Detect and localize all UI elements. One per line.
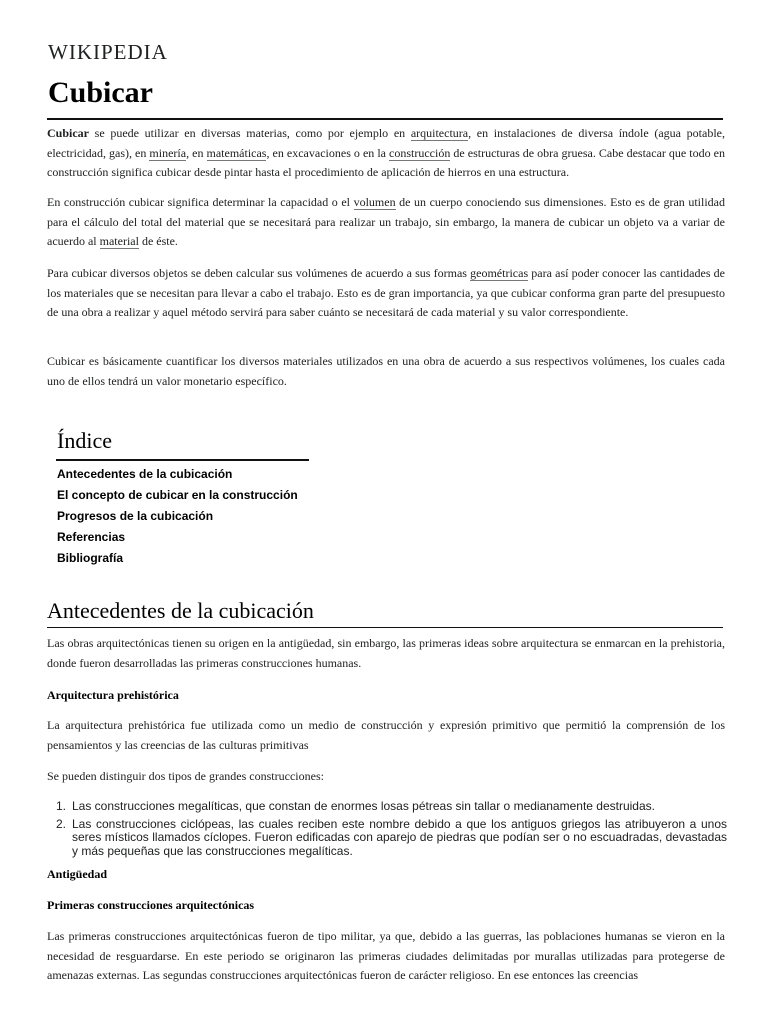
paragraph-text: Cubicar es básicamente cuantificar los diversos materiales utilizados en una obra de acuerdo a sus respectivos volúmenes, los cuales cada uno de ellos tendrá un valor monetario específico. (47, 354, 725, 388)
construction-types-list (56, 799, 727, 862)
section-divider (47, 627, 723, 628)
section-paragraph-3: Se pueden distinguir dos tipos de grandes construcciones: (47, 769, 324, 783)
article-term: Cubicar (47, 126, 89, 140)
paragraph-text: , en (186, 145, 207, 160)
section-paragraph-2: La arquitectura prehistórica fue utilizada como un medio de construcción y expresión primitivo que permitió la comprensión de los pensamientos y las creencias de las culturas primitivas (47, 718, 725, 752)
page-title: Cubicar (48, 76, 153, 109)
list-item-number: 1. (56, 799, 67, 813)
wikipedia-wordmark[interactable]: WIKIPEDIA (48, 40, 168, 64)
subheading-arquitectura-prehistorica: Arquitectura prehistórica (47, 688, 179, 702)
section-heading-antecedentes: Antecedentes de la cubicación (47, 598, 314, 623)
intro-paragraph-3 (47, 264, 725, 323)
list-item-text: Las construcciones megalíticas, que constan de enormes losas pétreas sin tallar o medianamente destruidas. (72, 799, 655, 813)
subheading-primeras-construcciones: Primeras construcciones arquitectónicas (47, 898, 255, 912)
inline-link[interactable]: geométricas (470, 266, 529, 280)
list-item-number: 2. (56, 816, 67, 831)
paragraph-text: , en excavaciones o en la (266, 145, 390, 160)
inline-link[interactable]: matemáticas (206, 145, 267, 160)
toc-divider (56, 459, 309, 461)
section-paragraph-1: Las obras arquitectónicas tienen su origen en la antigüedad, sin embargo, las primeras ideas sobre arquitectura se enmarcan en la prehistoria, donde fueron desarrolladas las primeras construcciones humanas. (47, 636, 725, 670)
inline-link[interactable]: material (99, 234, 139, 248)
inline-link[interactable]: volumen (353, 195, 396, 209)
toc-item-progresos[interactable]: Progresos de la cubicación (57, 509, 214, 523)
section-paragraph-4: Las primeras construcciones arquitectónicas fueron de tipo militar, ya que, debido a las guerras, las poblaciones humanas se vieron en la necesidad de resguardarse. En este periodo se originaron las primeras ciudades delimitadas por murallas utilizadas para protegerse de amenazas externas. Las segundas construcciones arquitectónicas fueron de carácter religioso. En ese entonces las creencias (47, 929, 725, 982)
toc-item-concepto[interactable]: El concepto de cubicar en la construcción (57, 488, 298, 502)
table-of-contents (57, 464, 298, 569)
paragraph-text: de un cuerpo conociendo sus dimensiones. Esto es de gran utilidad para el cálculo del total del material que se necesitará para realizar un trabajo, sin embargo, la manera de cubicar un objeto va a variar de acuerdo al (47, 195, 726, 248)
intro-paragraph-4 (47, 352, 725, 391)
list-item-text: Las construcciones ciclópeas, las cuales reciben este nombre debido a que los antiguos griegos las atribuyeron a unos seres místicos llamados cíclopes. Fueron edificadas con aparejo de piedras que podían ser o no escuadradas, devastadas y más pequeñas que las construcciones megalíticas. (72, 816, 727, 858)
intro-paragraph-2 (47, 193, 725, 252)
paragraph-text: de éste. (138, 234, 178, 248)
paragraph-text: , en instalaciones de diversa índole (agua potable, electricidad, gas), en (47, 126, 725, 160)
inline-link[interactable]: minería (149, 145, 187, 160)
toc-item-bibliografia[interactable]: Bibliografía (57, 551, 124, 565)
list-item (56, 799, 727, 814)
paragraph-text: de estructuras de obra gruesa. Cabe destacar que todo en construcción significa cubicar desde pintar hasta el procedimiento de aplicación de hierros en una estructura. (47, 145, 726, 179)
paragraph-text: En construcción cubicar significa determinar la capacidad o el (47, 195, 354, 209)
toc-title: Índice (57, 428, 112, 453)
intro-paragraph-1 (47, 124, 725, 183)
toc-item-antecedentes[interactable]: Antecedentes de la cubicación (57, 467, 233, 481)
paragraph-text: se puede utilizar en diversas materias, como por ejemplo en (89, 126, 411, 140)
toc-item-referencias[interactable]: Referencias (57, 530, 126, 544)
title-divider (47, 118, 723, 120)
list-item (56, 816, 727, 859)
inline-link[interactable]: arquitectura (410, 126, 469, 140)
paragraph-text: para así poder conocer las cantidades de los materiales que se necesitan para llevar a cabo el trabajo. Esto es de gran importancia, ya que cubicar conforma gran parte del presupuesto de una obra a realizar y aquel método servirá para saber cuánto se necesitará de cada material y su valor correspondiente. (47, 266, 726, 319)
inline-link[interactable]: construcción (389, 145, 451, 160)
subheading-antiguedad: Antigüedad (47, 867, 108, 881)
paragraph-text: Para cubicar diversos objetos se deben calcular sus volúmenes de acuerdo a sus formas (47, 266, 471, 280)
